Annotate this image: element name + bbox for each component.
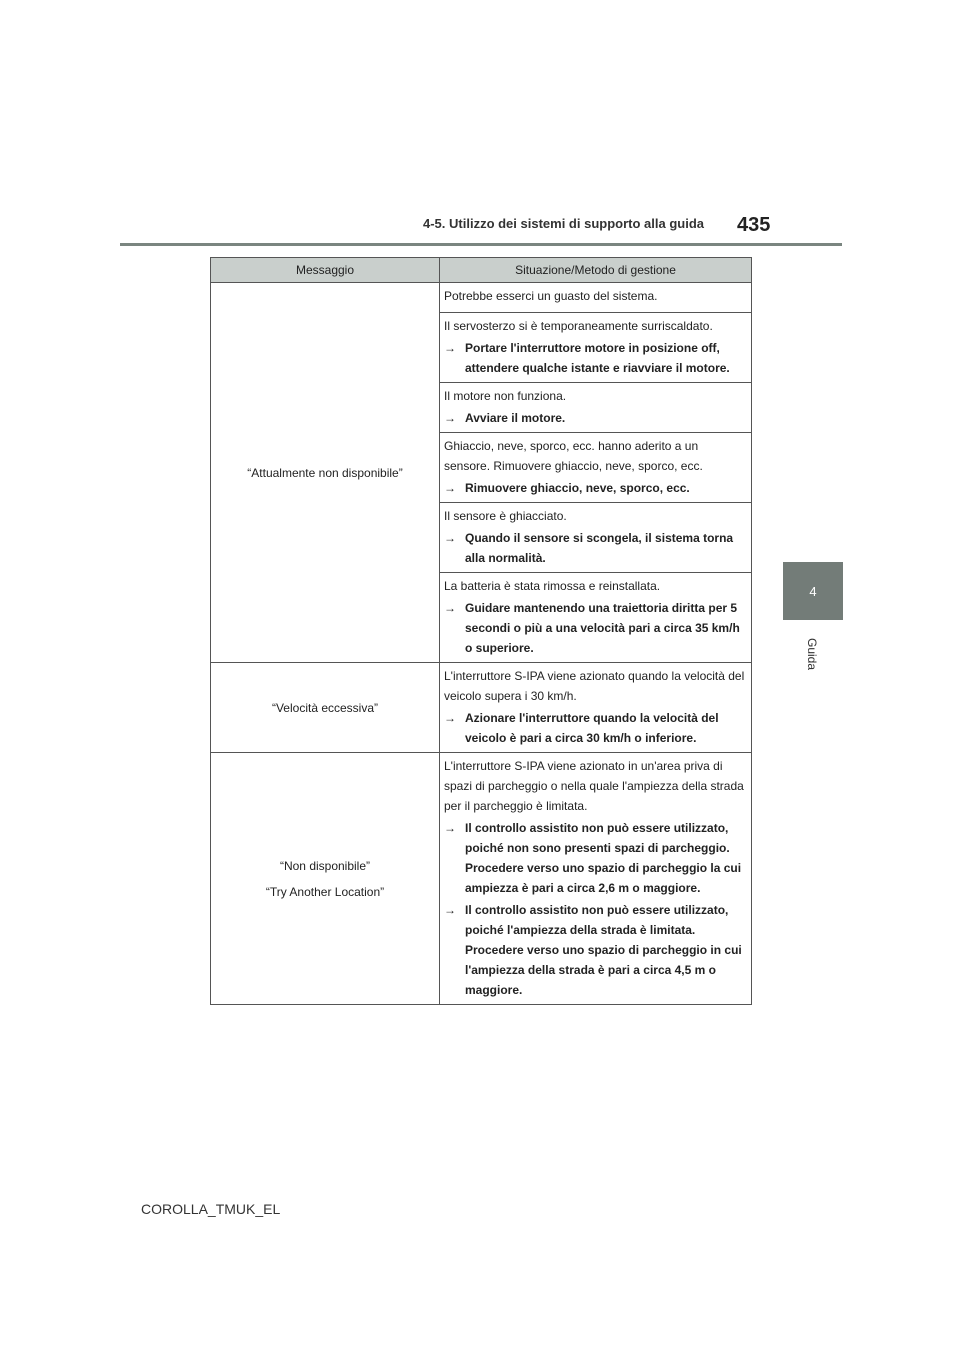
situation-text: Potrebbe esserci un guasto del sistema. — [444, 289, 658, 303]
situation-text: Il motore non funziona. — [444, 389, 567, 403]
arrow-right-icon: → — [444, 711, 456, 725]
situation-cell — [440, 663, 752, 753]
arrow-right-icon: → — [444, 411, 456, 425]
arrow-right-icon: → — [444, 821, 456, 835]
action-item — [444, 338, 747, 378]
action-item — [444, 528, 747, 568]
document-code: COROLLA_TMUK_EL — [141, 1201, 281, 1217]
table-row — [211, 753, 752, 1005]
message-cell — [211, 283, 440, 663]
message-cell — [211, 753, 440, 1005]
table-row — [211, 283, 752, 313]
table-header-row — [211, 258, 752, 283]
situation-text: L'interruttore S-IPA viene azionato in un'area priva di spazi di parcheggio o nella quale l'ampiezza della strada per il parcheggio è limitata. — [444, 759, 744, 813]
action-text: Avviare il motore. — [465, 411, 566, 425]
situation-text: La batteria è stata rimossa e reinstallata. — [444, 579, 661, 593]
chapter-number: 4 — [809, 583, 817, 599]
arrow-right-icon: → — [444, 531, 456, 545]
action-text: Portare l'interruttore motore in posizione off, attendere qualche istante e riavviare il motore. — [465, 341, 730, 375]
table-row — [211, 663, 752, 753]
situation-cell — [440, 503, 752, 573]
message-table — [210, 257, 752, 1005]
action-text: Quando il sensore si scongela, il sistema torna alla normalità. — [465, 531, 734, 565]
situation-cell — [440, 753, 752, 1005]
message-text: “Attualmente non disponibile” — [247, 465, 403, 480]
situation-text: Ghiaccio, neve, sporco, ecc. hanno aderito a un sensore. Rimuovere ghiaccio, neve, sporco, ecc. — [444, 439, 703, 473]
situation-cell — [440, 383, 752, 433]
action-text: Azionare l'interruttore quando la velocità del veicolo è pari a circa 30 km/h o inferiore. — [465, 711, 719, 745]
page-number: 435 — [737, 214, 771, 236]
message-table-container — [210, 257, 751, 1005]
column-header-message: Messaggio — [211, 258, 440, 283]
arrow-right-icon: → — [444, 903, 456, 917]
action-text: Il controllo assistito non può essere utilizzato, poiché l'ampiezza della strada è limitata. Procedere verso uno spazio di parcheggio in cui l'ampiezza della strada è pari a circa 4,5 m o maggiore. — [465, 903, 742, 997]
situation-text: L'interruttore S-IPA viene azionato quando la velocità del veicolo supera i 30 km/h. — [444, 669, 745, 703]
message-text: “Non disponibile” — [279, 858, 371, 873]
action-item — [444, 598, 747, 658]
message-text: “Velocità eccessiva” — [271, 700, 379, 715]
situation-text: Il servosterzo si è temporaneamente surriscaldato. — [444, 319, 713, 333]
column-header-situation: Situazione/Metodo di gestione — [440, 258, 752, 283]
situation-cell — [440, 433, 752, 503]
situation-text: Il sensore è ghiacciato. — [444, 509, 567, 523]
action-text: Guidare mantenendo una traiettoria diritta per 5 secondi o più a una velocità pari a circa 35 km/h o superiore. — [465, 601, 740, 655]
header-divider — [120, 243, 842, 246]
situation-cell — [440, 573, 752, 663]
table-body — [211, 283, 752, 1005]
situation-cell — [440, 313, 752, 383]
arrow-right-icon: → — [444, 341, 456, 355]
chapter-label: Guida — [805, 637, 819, 671]
arrow-right-icon: → — [444, 481, 456, 495]
action-text: Rimuovere ghiaccio, neve, sporco, ecc. — [465, 481, 690, 495]
section-title: 4-5. Utilizzo dei sistemi di supporto alla guida — [423, 216, 704, 231]
action-text: Il controllo assistito non può essere utilizzato, poiché non sono presenti spazi di parcheggio. Procedere verso uno spazio di parcheggio la cui ampiezza è pari a circa 2,6 m o maggiore. — [465, 821, 742, 895]
situation-cell — [440, 283, 752, 313]
message-cell — [211, 663, 440, 753]
action-item — [444, 900, 747, 1000]
action-item — [444, 408, 747, 428]
arrow-right-icon: → — [444, 601, 456, 615]
message-text: “Try Another Location” — [265, 884, 385, 899]
action-item — [444, 818, 747, 898]
action-item — [444, 478, 747, 498]
chapter-tab — [783, 562, 843, 620]
action-item — [444, 708, 747, 748]
